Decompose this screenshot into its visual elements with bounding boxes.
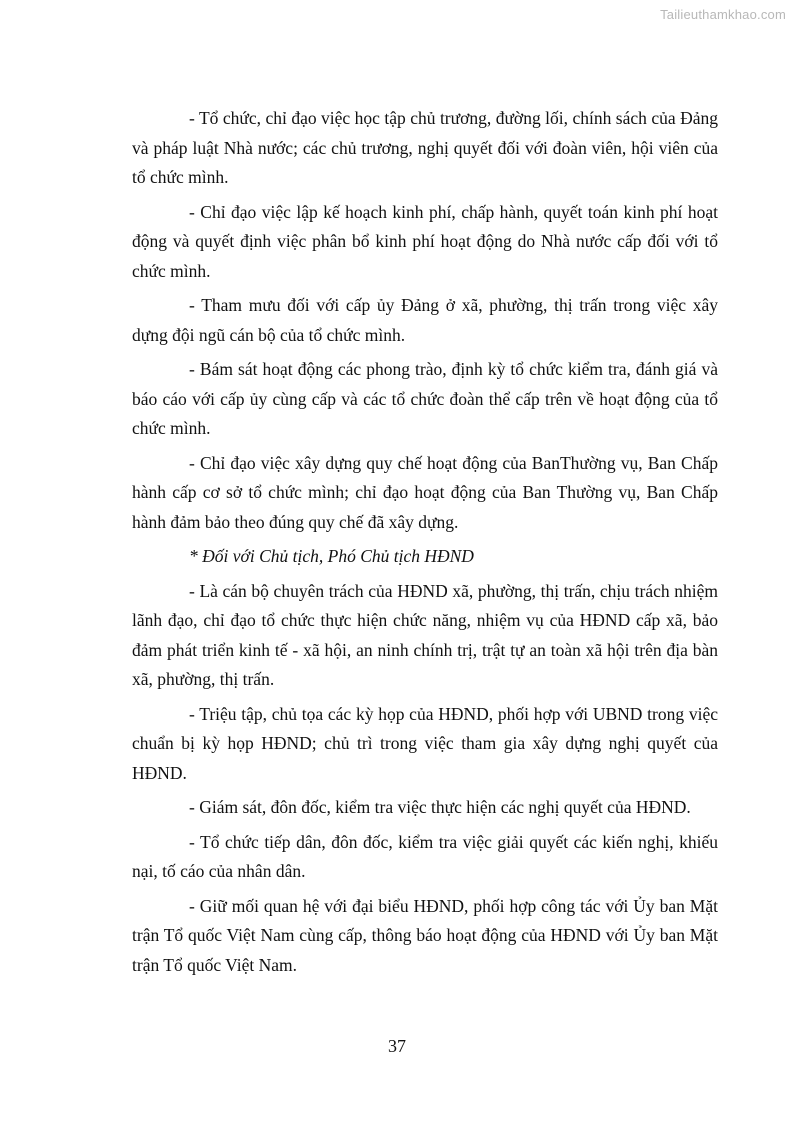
paragraph: - Là cán bộ chuyên trách của HĐND xã, phường, thị trấn, chịu trách nhiệm lãnh đạo, chỉ đạo tổ chức thực hiện chức năng, nhiệm vụ của HĐND cấp xã, bảo đảm phát triển kinh tế - xã hội, an ninh chính trị, trật tự an toàn xã hội trên địa bàn xã, phường, thị trấn. — [132, 580, 718, 689]
paragraph: - Chỉ đạo việc lập kế hoạch kinh phí, chấp hành, quyết toán kinh phí hoạt động và quyết định việc phân bổ kinh phí hoạt động do Nhà nước cấp đối với tổ chức mình. — [132, 201, 718, 281]
paragraph: - Chỉ đạo việc xây dựng quy chế hoạt động của BanThường vụ, Ban Chấp hành cấp cơ sở tổ chức mình; chỉ đạo hoạt động của Ban Thường vụ, Ban Chấp hành đảm bảo theo đúng quy chế đã xây dựng. — [132, 452, 718, 532]
paragraph: - Tổ chức tiếp dân, đôn đốc, kiểm tra việc giải quyết các kiến nghị, khiếu nại, tố cáo của nhân dân. — [132, 831, 718, 881]
paragraph: - Tổ chức, chỉ đạo việc học tập chủ trương, đường lối, chính sách của Đảng và pháp luật Nhà nước; các chủ trương, nghị quyết đối với đoàn viên, hội viên của tổ chức mình. — [132, 108, 718, 187]
section-heading: * Đối với Chủ tịch, Phó Chủ tịch HĐND — [189, 546, 474, 566]
paragraph: - Triệu tập, chủ tọa các kỳ họp của HĐND, phối hợp với UBND trong việc chuẩn bị kỳ họp HĐND; chủ trì trong việc tham gia xây dựng nghị quyết của HĐND. — [132, 703, 718, 783]
paragraph: - Giám sát, đôn đốc, kiểm tra việc thực hiện các nghị quyết của HĐND. — [189, 797, 691, 817]
page-number: 37 — [388, 1036, 406, 1056]
paragraph: - Bám sát hoạt động các phong trào, định kỳ tổ chức kiểm tra, đánh giá và báo cáo với cấp ủy cùng cấp và các tổ chức đoàn thể cấp trên về hoạt động của tổ chức mình. — [132, 359, 718, 438]
paragraph: - Tham mưu đối với cấp ủy Đảng ở xã, phường, thị trấn trong việc xây dựng đội ngũ cán bộ của tổ chức mình. — [132, 295, 718, 345]
document-body — [132, 104, 718, 985]
paragraph: - Giữ mối quan hệ với đại biểu HĐND, phối hợp công tác với Ủy ban Mặt trận Tổ quốc Việt Nam cùng cấp, thông báo hoạt động của HĐND với Ủy ban Mặt trận Tổ quốc Việt Nam. — [132, 895, 718, 975]
watermark-text: Tailieuthamkhao.com — [660, 7, 786, 22]
